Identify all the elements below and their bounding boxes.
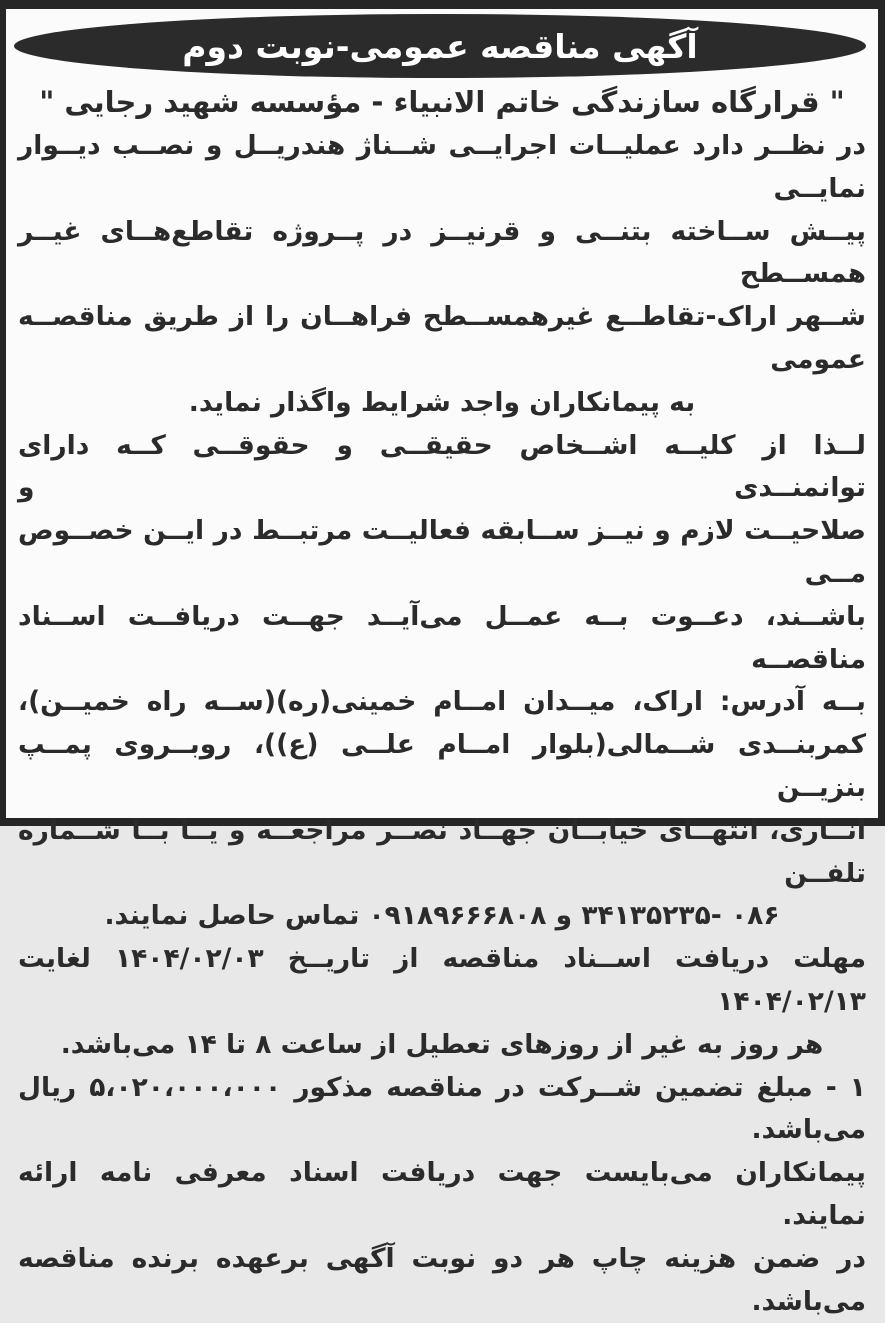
ad-title: آگهی مناقصه عمومی-نوبت دوم — [182, 26, 698, 66]
body-line-13-hours: هر روز به غیر از روزهای تعطیل از ساعت ۸ تا ۱۴ می‌باشد. — [60, 1028, 824, 1060]
body-line-7: باشــند، دعــوت بــه عمــل می‌آیــد جهــت دریافــت اســناد مناقصــه — [18, 600, 866, 675]
body-line-14-guarantee: ۱ - مبلغ تضمین شــرکت در مناقصه مذکور ۵،۰۲۰،۰۰۰،۰۰۰ ریال می‌باشد. — [18, 1071, 866, 1146]
body-line-8: بــه آدرس: اراک، میــدان امــام خمینی(ره)(ســه راه خمیــن)، — [18, 686, 866, 718]
body-line-10: انــاری، انتهــای خیابــان جهــاد نصــر مراجعــه و یــا بــا شــماره تلفــن — [18, 814, 866, 889]
body-line-15: پیمانکاران می‌بایست جهت دریافت اسناد معرفی نامه ارائه نمایند. — [18, 1157, 866, 1231]
body-line-2: پیــش ســاخته بتنــی و قرنیــز در پــروژه تقاطع‌هــای غیــر همســطح — [18, 215, 866, 290]
body-line-9: کمربنــدی شــمالی(بلوار امــام علــی (ع))، روبــروی پمــپ بنزیــن — [18, 729, 866, 803]
body-line-6: صلاحیــت لازم و نیــز ســابقه فعالیــت مرتبــط در ایــن خصــوص مــی — [18, 515, 866, 589]
body-line-12-dates: مهلت دریافت اســناد مناقصه از تاریــخ ۱۴۰۴/۰۲/۰۳ لغایت ۱۴۰۴/۰۲/۱۳ — [18, 943, 866, 1017]
body-line-3: شــهر اراک-تقاطــع غیرهمســطح فراهــان را از طریق مناقصــه عمومی — [18, 301, 866, 375]
body-line-1: در نظــر دارد عملیــات اجرایــی شــناژ هندریــل و نصــب دیــوار نمایــی — [18, 130, 866, 204]
organization-name: " قرارگاه سازندگی خاتم الانبیاء - مؤسسه شهید رجایی " — [39, 85, 845, 119]
body-line-11-phones: ۰۸۶ -۳۴۱۳۵۲۳۵ و ۰۹۱۸۹۶۶۶۸۰۸ تماس حاصل نمایند. — [104, 900, 780, 932]
body-line-4: به پیمانکاران واجد شرایط واگذار نماید. — [188, 386, 696, 418]
body-line-16: در ضمن هزینه چاپ هر دو نوبت آگهی برعهده برنده مناقصه می‌باشد. — [18, 1242, 866, 1317]
body-line-5: لــذا از کلیــه اشــخاص حقیقــی و حقوقــی کــه دارای توانمنــدی و — [18, 429, 866, 504]
ad-title-banner — [14, 14, 866, 78]
